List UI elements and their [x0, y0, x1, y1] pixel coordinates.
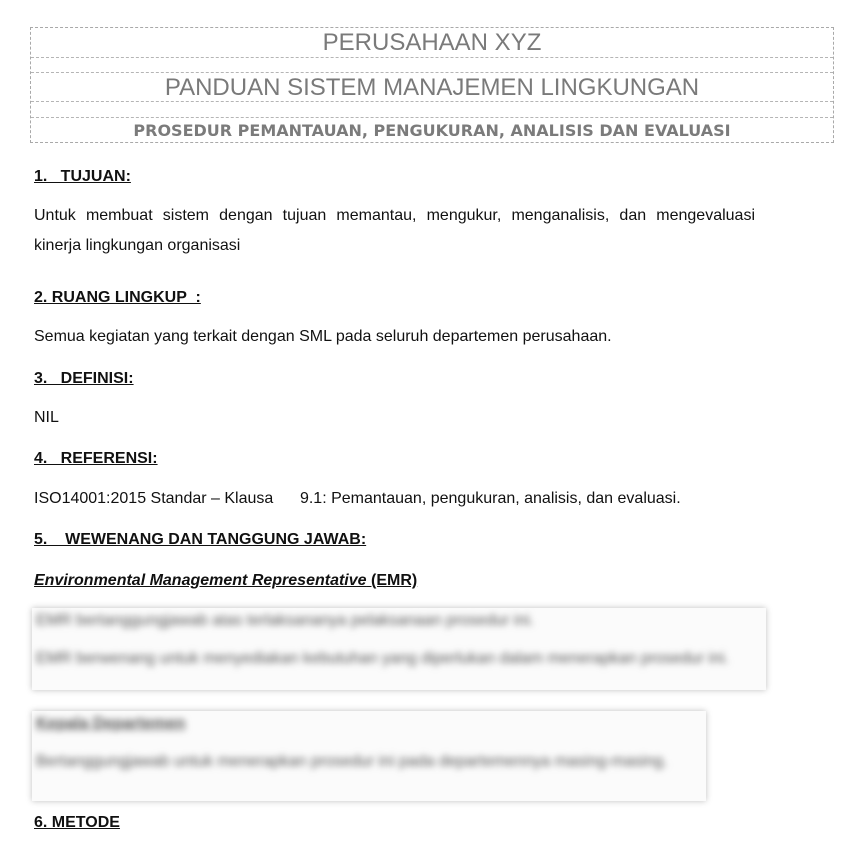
header-row-divider	[31, 101, 833, 118]
manual-title: PANDUAN SISTEM MANAJEMEN LINGKUNGAN	[164, 74, 700, 101]
section-heading-tujuan: 1. TUJUAN:	[34, 168, 131, 185]
section-heading-definisi: 3. DEFINISI:	[34, 370, 134, 387]
redacted-block-dept	[32, 711, 706, 801]
redacted-emr-line2: EMR berwenang untuk menyediakan kebutuhan yang diperlukan dalam menerapkan prosedur ini.	[36, 650, 729, 667]
document-header	[30, 27, 834, 143]
section-heading-metode: 6. METODE	[34, 814, 120, 831]
role-heading-emr	[34, 571, 417, 591]
redacted-dept-line: Bertanggungjawab untuk menerapkan prosedur ini pada departemennya masing-masing.	[36, 753, 668, 770]
procedure-title: PROSEDUR PEMANTAUAN, PENGUKURAN, ANALISIS DAN EVALUASI	[133, 121, 731, 140]
role-name-italic: Environmental Management Representative	[34, 572, 367, 589]
section-body-tujuan: Untuk membuat sistem dengan tujuan memantau, mengukur, menganalisis, dan mengevaluasi kinerja lingkungan organisasi	[34, 207, 755, 254]
header-row-divider	[31, 57, 833, 73]
section-heading-referensi: 4. REFERENSI:	[34, 450, 158, 467]
section-heading-ruang-lingkup: 2. RUANG LINGKUP :	[34, 289, 201, 306]
redacted-block-emr	[32, 608, 766, 690]
redacted-emr-line1: EMR bertanggungjawab atas terlaksananya pelaksanaan prosedur ini.	[36, 612, 535, 629]
section-heading-wewenang: 5. WEWENANG DAN TANGGUNG JAWAB:	[34, 531, 367, 548]
section-body-definisi: NIL	[34, 409, 59, 426]
role-abbrev: (EMR)	[366, 572, 418, 589]
section-body-referensi: ISO14001:2015 Standar – Klausa 9.1: Pemantauan, pengukuran, analisis, dan evaluasi.	[34, 490, 681, 507]
section-body-ruang-lingkup: Semua kegiatan yang terkait dengan SML pada seluruh departemen perusahaan.	[34, 328, 612, 345]
company-name: PERUSAHAAN XYZ	[322, 29, 542, 56]
redacted-dept-heading: Kepala Departemen	[36, 715, 186, 732]
